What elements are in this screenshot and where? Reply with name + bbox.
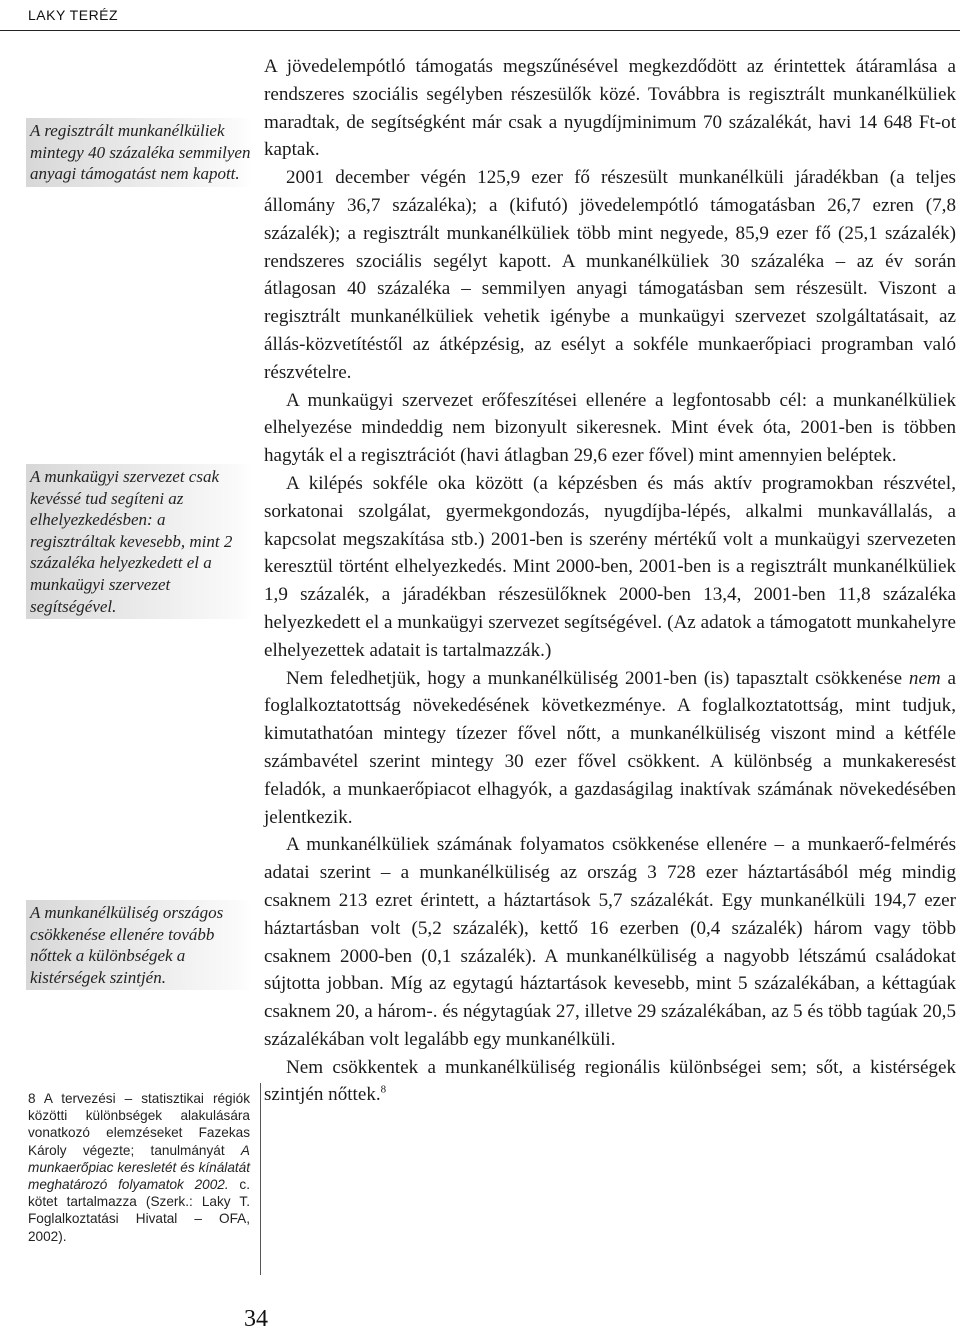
sidenote-regional-differences: A munkanélküliség országos csökkenése ellenére tovább nőttek a különbségek a kistérségek szintjén. (26, 900, 258, 990)
footnote-8 (28, 1090, 250, 1245)
footnote-cited-title: A munkaerőpiac keresletét és kínálatát meghatározó folyamatok 2002. (28, 1142, 250, 1193)
footnote-text-b: c. kötet tartalmazza (Szerk.: Laky T. Foglalkoztatási Hivatal – OFA, 2002). (28, 1177, 250, 1244)
paragraph-7-text: Nem csökkentek a munkanélküliség regionális különbségei sem; sőt, a kistérségek szintjén nőttek. (264, 1056, 956, 1106)
page-number: 34 (244, 1306, 268, 1332)
paragraph-3: A munkaügyi szervezet erőfeszítései ellenére a legfontosabb cél: a munkanélküliek elhelyezése mindeddig nem bizonyult sikeresnek. Mint évek óta, 2001-ben is többen hagyták el a regisztrációt (havi átlagban 29,6 ezer fővel) mint amennyien beléptek. (264, 389, 956, 467)
paragraph-2: 2001 december végén 125,9 ezer fő részesült munkanélküli járadékban (a teljes állomány 36,7 százaléka); a (kifutó) jövedelempótló támogatásban 26,7 ezren (7,8 százalék); a regisztrált munkanélküliek több mint negyede, 85,9 ezer fő (25,1 százalék) rendszeres szociális segélyt kapott. A munkanélküliek 30 százaléka – az év során átlagosan 40 százaléka – semmilyen anyagi támogatásban sem részesült. Viszont a regisztrált munkanélküliek vehetik igénybe a munkaügyi szervezet szolgáltatásait, az állás-közvetítéstől az átképzésig, az esélyt a sokféle munkaerőpiaci programban való részvételre. (264, 167, 956, 383)
running-header: LAKY TERÉZ (28, 7, 119, 23)
paragraph-5 (264, 665, 956, 832)
paragraph-5-a: Nem feledhetjük, hogy a munkanélküliség 2001-ben (is) tapasztalt csökkenése (286, 667, 909, 689)
paragraph-6: A munkanélküliek számának folyamatos csökkenése ellenére – a munkaerő-felmérés adatai szerint – a munkanélküliség az ország 3 728 ezer háztartásából még mindig csaknem 213 ezret érintett, a háztartások 5,7 százalékát. Egy munkanélküli 194,7 ezer háztartásban volt (5,2 százalék), kettő 16 ezerben (0,4 százalék) három vagy több csaknem 2000-ben (0,1 százalék). A munkanélküliség a nagyobb létszámú családokat sújtotta jobban. Míg az egytagú háztartások kevesebb, mint 5 százalékában, a kéttagúak csaknem 20, a három-. és négytagúak 27, illetve 29 százalékában, az 5 és több tagúak 20,5 százalékában volt legalább egy munkanélküli. (264, 834, 956, 1050)
paragraph-5-emphasis: nem (908, 667, 941, 689)
header-rule (0, 30, 960, 31)
paragraph-4: A kilépés sokféle oka között (a képzésben és más aktív programokban részvétel, sorkatonai szolgálat, gyermekgondozás, nyugdíjba-lépés, alkalmi munkavállalás, a kapcsolat megszakítása stb.) 2001-ben is szerény mértékű volt a munkaügyi szervezeten keresztül történt elhelyezkedés. Mint 2000-ben, 2001-ben is a regisztrált munkanélküliek 1,9 százalék, a járadékban részesülőknek 2000-ben 13,4, 2001-ben 11,8 százaléka helyezkedett el a munkaügyi szervezet segítségével. (Az adatok a támogatott munkahelyre elhelyezettek adatait is tartalmazzák.) (264, 472, 956, 661)
footnote-divider (260, 1083, 261, 1275)
sidenote-unsupported-unemployed: A regisztrált munkanélküliek mintegy 40 százaléka semmilyen anyagi támogatást nem kapott. (26, 118, 258, 187)
main-text (264, 53, 956, 1109)
paragraph-5-b: a foglalkoztatottság növekedésének következménye. A foglalkoztatottság, mint tudjuk, kimutathatóan mintegy tízezer fővel nőtt, a munkanélküliség viszont mind a kétféle számbavétel szerint mintegy 30 ezer fővel csökkent. A különbség a munkakeresést feladók, a munkaerőpiacot elhagyók, a gazdaságilag inaktívak számának növekedésében jelentkezik. (264, 667, 956, 828)
footnote-text-a: 8 A tervezési – statisztikai régiók közötti különbségek alakulására vonatkozó elemzéseket Fazekas Károly végezte; tanulmányát (28, 1091, 250, 1158)
paragraph-1: A jövedelempótló támogatás megszűnésével megkezdődött az érintettek átáramlása a rendszeres szociális segélyben részesülők közé. Továbbra is regisztrált munkanélküliek maradtak, de segítségként már csak a nyugdíjminimum 70 százalékát, havi 14 648 Ft-ot kaptak. (264, 56, 956, 161)
footnote-reference-8[interactable]: 8 (380, 1084, 387, 1097)
sidenote-employment-service: A munkaügyi szervezet csak kevéssé tud segíteni az elhelyezkedésben: a regisztráltak kevesebb, mint 2 százaléka helyezkedett el a munkaügyi szervezet segítségével. (26, 464, 258, 619)
paragraph-7 (264, 1054, 956, 1110)
